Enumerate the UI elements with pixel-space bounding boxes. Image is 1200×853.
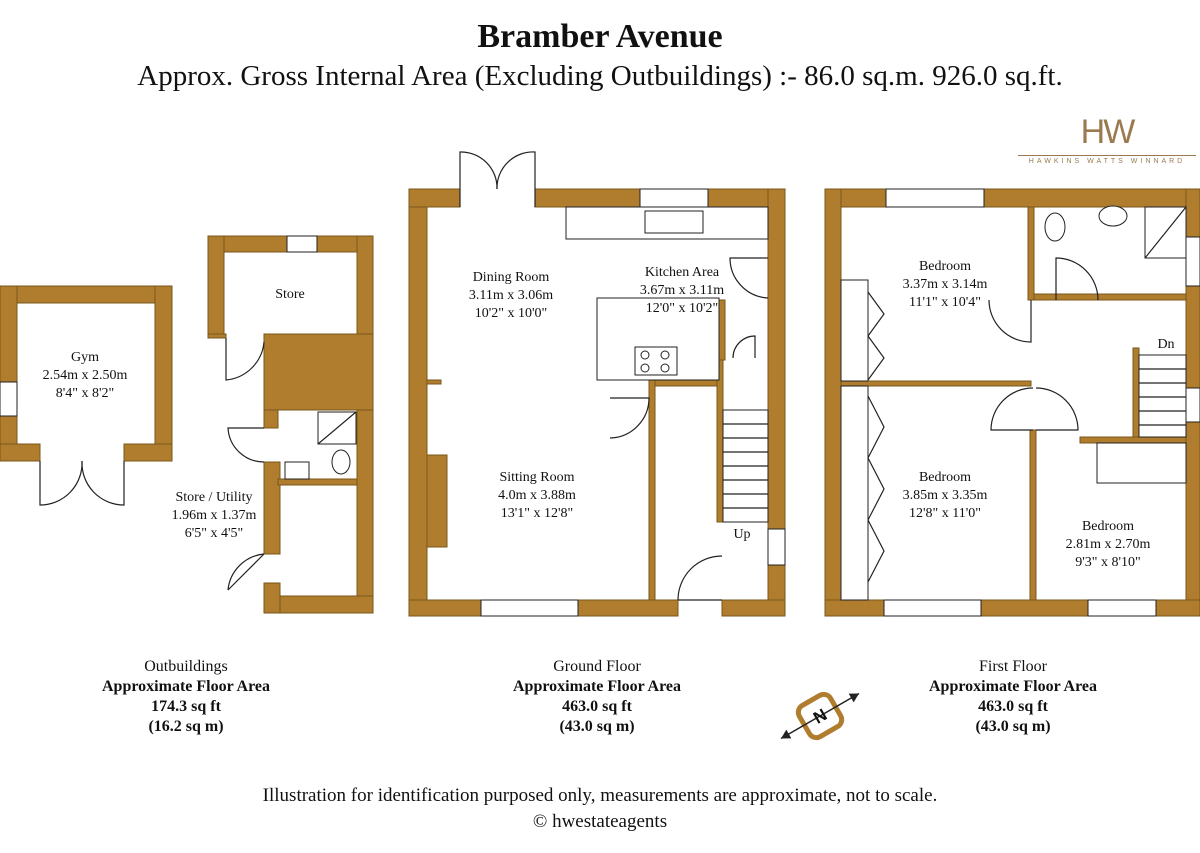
ff-bath-window (1186, 237, 1200, 286)
utility-wall-left (264, 410, 278, 428)
ff-bed2-door (991, 388, 1033, 430)
gf-wall-bottom-mid (578, 600, 678, 616)
ff-bed1-wardrobe (841, 280, 868, 381)
stairs-up-label: Up (733, 527, 751, 542)
gym-wall-right (155, 286, 172, 461)
utility-door-jamb (264, 583, 280, 613)
bed3-imperial: 9'3" x 8'10" (1075, 555, 1141, 570)
ground-floor-name: Ground Floor (553, 658, 641, 675)
bed3-name: Bedroom (1081, 519, 1135, 534)
gym-wall-bottom-right (124, 444, 172, 461)
sitting-name: Sitting Room (499, 470, 575, 485)
compass-icon (772, 678, 868, 754)
store-wall-right (357, 236, 373, 613)
bed2-metric: 3.85m x 3.35m (902, 488, 988, 503)
ff-bed1-wardrobe-doors (868, 292, 884, 380)
gf-sitting-door (610, 398, 649, 438)
ff-wall-right-top (1186, 189, 1200, 237)
gf-cupboard-door (733, 336, 755, 358)
kitchen-metric: 3.67m x 3.11m (639, 283, 725, 298)
store-wall-mid (264, 334, 373, 410)
bed1-name: Bedroom (918, 259, 972, 274)
ff-bath-wall (1034, 294, 1186, 300)
bed3-metric: 2.81m x 2.70m (1065, 537, 1151, 552)
store-window (287, 236, 317, 252)
bed1-metric: 3.37m x 3.14m (902, 277, 988, 292)
ff-wall-right-mid (1186, 286, 1200, 388)
ff-bed2-wall-right (1030, 430, 1036, 600)
utility-imperial: 6'5" x 4'5" (184, 526, 244, 541)
ff-landing-window (1186, 388, 1200, 422)
utility-name: Store / Utility (175, 490, 253, 505)
plan-title: Bramber Avenue (477, 18, 723, 55)
outbuildings-sqft: 174.3 sq ft (151, 698, 221, 715)
gf-kitchen-wall (719, 300, 725, 360)
ff-stair-wall (1133, 348, 1139, 437)
gf-french-door-left (460, 152, 497, 207)
stairs-down-label: Dn (1157, 337, 1175, 352)
ff-bed3-wall-top (1080, 437, 1186, 443)
ground-floor-sqm: (43.0 sq m) (559, 718, 635, 735)
sitting-imperial: 13'1" x 12'8" (500, 506, 574, 521)
outbuildings-name: Outbuildings (144, 658, 228, 675)
store-name: Store (275, 287, 305, 302)
gf-divider-right (649, 380, 719, 386)
bed1-imperial: 11'1" x 10'4" (909, 295, 981, 310)
first-floor-name: First Floor (978, 658, 1047, 675)
gf-wall-bottom-left (409, 600, 481, 616)
ff-bed1-wall-right (1028, 207, 1034, 300)
store-wall-left-mid (208, 334, 226, 338)
logo-mark: HW (1080, 113, 1134, 151)
ground-floor-label: Approximate Floor Area (513, 678, 681, 695)
gf-hob-ring-4 (661, 364, 669, 372)
ff-basin (1099, 206, 1127, 226)
gf-front-window (481, 600, 578, 616)
gf-wall-top-left (409, 189, 460, 207)
ff-wall-right-low (1186, 422, 1200, 616)
first-floor-sqft: 463.0 sq ft (978, 698, 1048, 715)
gym-wall-left (0, 286, 17, 461)
gf-chimney (427, 455, 447, 547)
outbuildings-label: Approximate Floor Area (102, 678, 270, 695)
utility-side-door (228, 428, 264, 462)
gym-window (0, 382, 17, 416)
gf-kitchen-window (640, 189, 708, 207)
gf-hob-ring-1 (641, 351, 649, 359)
dining-name: Dining Room (472, 270, 550, 285)
gf-hob (635, 347, 677, 375)
gym-metric: 2.54m x 2.50m (42, 368, 128, 383)
store-door (226, 338, 264, 380)
ff-bed2-wardrobe (841, 386, 868, 600)
compass-letter: N (810, 705, 831, 728)
plan-subtitle: Approx. Gross Internal Area (Excluding Outbuildings) :- 86.0 sq.m. 926.0 sq.ft. (137, 60, 1063, 92)
first-floor-label: Approximate Floor Area (929, 678, 1097, 695)
ff-bed2-window (884, 600, 981, 616)
ff-bed1-window (886, 189, 984, 207)
gf-hob-ring-3 (641, 364, 649, 372)
ff-bed3-wardrobe (1097, 443, 1186, 483)
first-floor-summary (883, 657, 1143, 737)
ff-staircase (1139, 355, 1186, 437)
utility-toilet (332, 450, 350, 474)
outbuildings-sqm: (16.2 sq m) (148, 718, 224, 735)
gym-door-left (40, 461, 82, 505)
logo-name: HAWKINS WATTS WINNARD (1028, 158, 1186, 165)
bed2-imperial: 12'8" x 11'0" (909, 506, 981, 521)
gf-hob-ring-2 (661, 351, 669, 359)
kitchen-name: Kitchen Area (644, 265, 720, 280)
ff-bed1-divider (841, 381, 1031, 386)
gf-hall-wall (649, 380, 655, 600)
footer (0, 783, 1200, 835)
gf-wall-bottom-right (722, 600, 785, 616)
kitchen-imperial: 12'0" x 10'2" (645, 301, 719, 316)
ground-floor-summary (467, 657, 727, 737)
ground-floor-sqft: 463.0 sq ft (562, 698, 632, 715)
utility-metric: 1.96m x 1.37m (171, 508, 257, 523)
ff-bed2-wardrobe-doors (868, 396, 884, 582)
gym-wall-bottom-left (0, 444, 40, 461)
gf-stair-wall (717, 360, 723, 522)
ff-bed3-door (1036, 388, 1078, 430)
ff-wall-left (825, 189, 841, 616)
ff-bed3-window (1088, 600, 1156, 616)
outbuildings-summary (56, 657, 316, 737)
dining-imperial: 10'2" x 10'0" (474, 306, 548, 321)
store-wall-left-top (208, 236, 224, 336)
gf-side-window (768, 529, 785, 565)
first-floor-sqm: (43.0 sq m) (975, 718, 1051, 735)
utility-basin (285, 462, 309, 479)
ff-bed1-door (989, 300, 1031, 342)
copyright-text: © hwestateagents (532, 811, 668, 832)
ff-toilet (1045, 213, 1065, 241)
gym-door-right (82, 461, 124, 505)
sitting-metric: 4.0m x 3.88m (498, 488, 576, 503)
gf-sink (645, 211, 703, 233)
gf-front-door (678, 556, 722, 600)
disclaimer-text: Illustration for identification purposed only, measurements are approximate, not to scale. (262, 785, 938, 806)
dining-metric: 3.11m x 3.06m (468, 288, 554, 303)
utility-wall-left-low (264, 462, 280, 554)
gf-staircase (723, 410, 768, 522)
gym-imperial: 8'4" x 8'2" (55, 386, 115, 401)
utility-divider (278, 479, 357, 485)
bed2-name: Bedroom (918, 470, 972, 485)
ground-floor (409, 152, 785, 616)
gf-divider-left (427, 380, 441, 384)
gym-wall-top (0, 286, 172, 303)
utility-door (228, 554, 264, 590)
gym-name: Gym (71, 350, 99, 365)
gf-kitchen-door (730, 258, 768, 298)
gf-wall-left (409, 189, 427, 616)
gf-french-door-right (497, 152, 535, 207)
ff-wall-top (825, 189, 1200, 207)
